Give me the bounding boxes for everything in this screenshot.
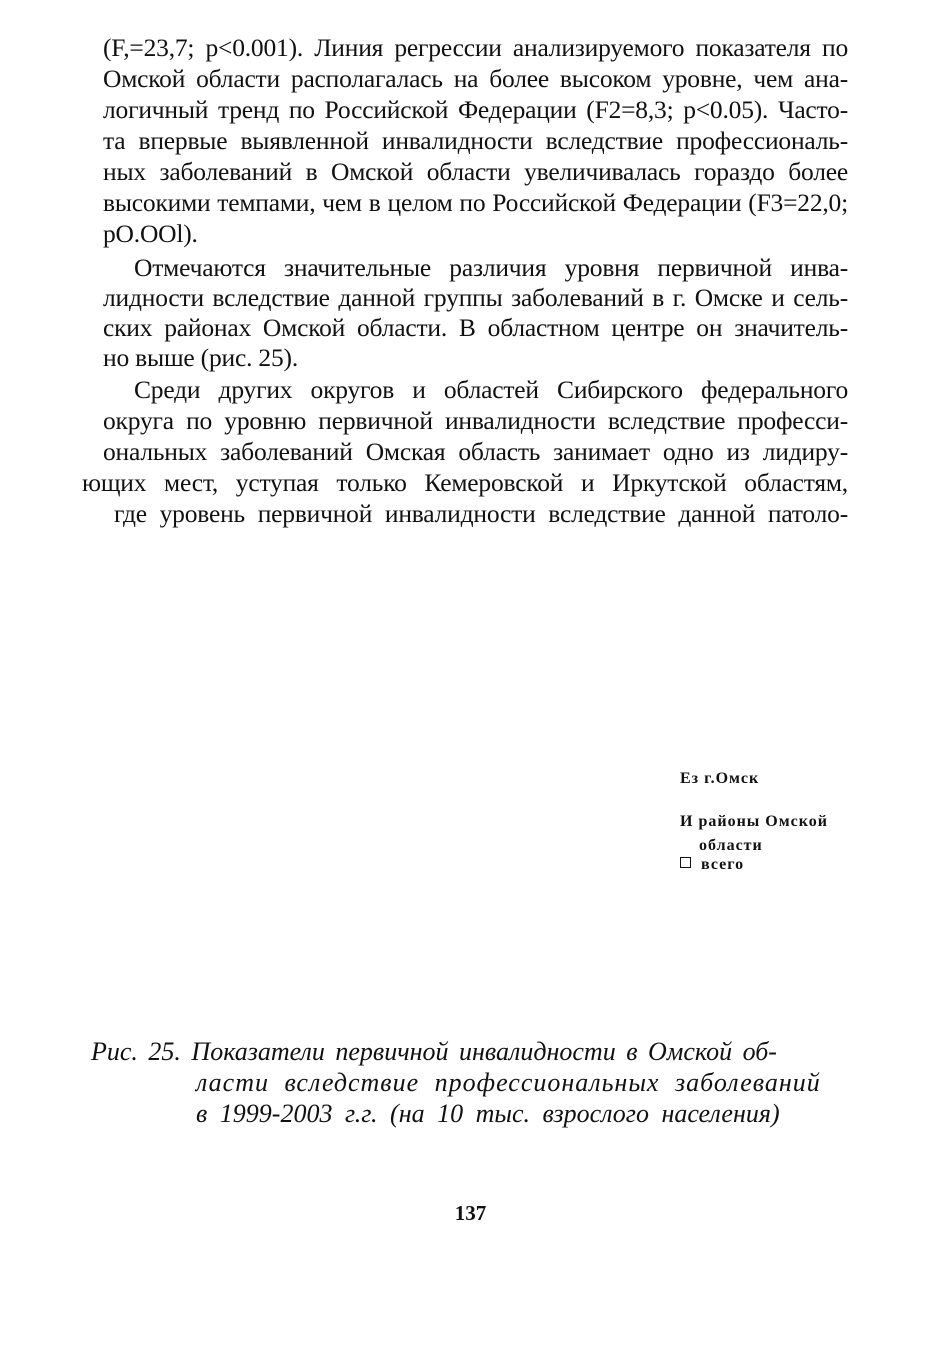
legend-square-icon (680, 857, 691, 868)
legend-item-districts-cont: области (699, 837, 763, 854)
legend-item-total (680, 855, 744, 875)
text-line: pO.OOl). (103, 219, 198, 248)
text-line: но выше (рис. 25). (103, 343, 298, 372)
caption-line: ласти вследствие профессиональных заболеваний (196, 1068, 821, 1097)
page-number: 137 (454, 1201, 487, 1225)
text-line: Отмечаются значительные различия уровня первичной инва- (134, 253, 848, 282)
text-line: лидности вследствие данной группы заболеваний в г. Омске и сель- (103, 283, 848, 312)
legend-item-omsk: Ез г.Омск (680, 770, 760, 787)
caption-line: в 1999-2003 г.г. (на 10 тыс. взрослого населения) (196, 1099, 780, 1128)
legend-item-districts: И районы Омской (680, 813, 828, 830)
text-line: ональных заболеваний Омская область занимает одно из лидиру- (103, 437, 848, 466)
caption-line: Рис. 25. Показатели первичной инвалидности в Омской об- (91, 1037, 777, 1066)
text-line: Среди других округов и областей Сибирского федерального (134, 375, 848, 404)
text-line: ющих мест, уступая только Кемеровской и Иркутской областям, (82, 468, 848, 497)
legend-item-total-label: всего (701, 856, 745, 873)
text-line: та впервые выявленной инвалидности вследствие профессиональ- (103, 126, 848, 155)
text-line: округа по уровню первичной инвалидности вследствие професси- (103, 406, 848, 435)
text-line: логичный тренд по Российской Федерации (F2=8,3; p<0.05). Часто- (103, 95, 848, 124)
text-line: высокими темпами, чем в целом по Российской Федерации (F3=22,0; (103, 188, 848, 217)
text-line: ных заболеваний в Омской области увеличивалась гораздо более (103, 157, 848, 186)
text-line: (F,=23,7; p<0.001). Линия регрессии анализируемого показателя по (103, 33, 848, 62)
text-line: где уровень первичной инвалидности вследствие данной патоло- (114, 499, 848, 528)
text-line: ских районах Омской области. В областном центре он значитель- (103, 313, 848, 342)
text-line: Омской области располагалась на более высоком уровне, чем ана- (103, 64, 848, 93)
